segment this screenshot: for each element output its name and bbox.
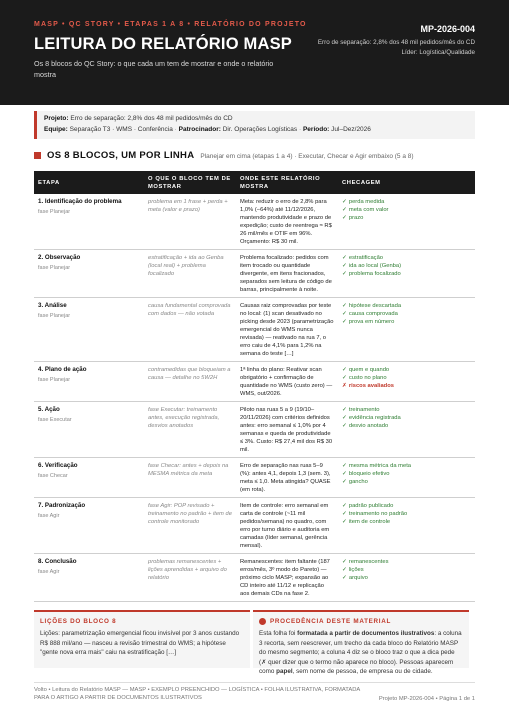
report-excerpt-cell: Erro de separação nas ruas 5–9 (%): antes 4,1, depois 1,3 (sem. 3), meta ≤ 1,0. Meta atingida? QUASE (em rota).: [236, 458, 338, 498]
project-line: [44, 114, 468, 125]
check-icon: ✓: [342, 415, 347, 421]
source-title-row: [259, 618, 463, 625]
check-text: treinamento: [348, 407, 380, 413]
header-kicker: MASP • QC STORY • ETAPAS 1 A 8 • RELATÓRIO DO PROJETO: [34, 21, 307, 28]
check-text: estratificação: [348, 255, 384, 261]
block-requirement-cell: problema em 1 frase + perda + meta (valor e prazo): [144, 194, 236, 250]
step-phase: fase Planejar: [38, 377, 71, 383]
source-text: Esta folha foi formatada a partir de documentos ilustrativos: a coluna 3 recorta, sem reescrever, um trecho da cada bloco do Relatório MASP do mesmo segmento; a coluna 4 diz se o bloco traz o que a dica pede (✗ quer dizer que o termo não aparece no bloco). Pessoas aparecem como papel, sem nome de pessoa, de empresa ou de cidade.: [259, 630, 462, 675]
periodo-value: Jul–Dez/2026: [331, 125, 371, 133]
step-phase: fase Planejar: [38, 209, 71, 215]
table-row: [34, 362, 475, 402]
step-name: 2. Observação: [38, 254, 81, 261]
check-text: riscos avaliados: [348, 383, 394, 389]
lessons-text: Lições: parametrização emergencial ficou invisível por 3 anos custando R$ 888 mil/ano — nasceu a revisão trimestral do WMS; a hipótese "gente nova erra mais" caiu na estratificação […]: [40, 630, 240, 656]
lessons-box: [34, 610, 250, 668]
check-item: [342, 318, 471, 326]
step-cell: [34, 194, 144, 250]
table-row: [34, 498, 475, 554]
step-phase: fase Agir: [38, 513, 60, 519]
check-item: [342, 422, 471, 430]
section-note: Planejar em cima (etapas 1 a 4) · Executar, Checar e Agir embaixo (5 a 8): [200, 152, 414, 160]
step-name: 4. Plano de ação: [38, 366, 87, 373]
check-text: desvio anotado: [348, 423, 389, 429]
table-row: [34, 194, 475, 250]
section-heading: [34, 150, 475, 161]
block-requirement-cell: fase Executar: treinamento antes, execução registrada, desvios anotados: [144, 402, 236, 458]
equipe-label: Equipe:: [44, 125, 68, 133]
report-excerpt-cell: 1ª linha do plano: Reativar scan obrigatório + confirmação de quantidade no WMS (custo zero) — WMS, out/2026.: [236, 362, 338, 402]
check-icon: ✓: [342, 375, 347, 381]
project-summary: [34, 111, 475, 139]
report-excerpt-cell: Piloto nas ruas 5 a 9 (19/10–20/11/2026) com critérios definidos antes: erro semanal ≤ 1,0% por 4 semanas e queda de produtividade ≤ 3%. Custo: R$ 27,4 mil dos R$ 30 mil.: [236, 402, 338, 458]
step-cell: [34, 298, 144, 362]
checks-cell: [338, 298, 475, 362]
check-text: quem e quando: [348, 367, 390, 373]
check-item: [342, 558, 471, 566]
report-excerpt-cell: Meta: reduzir o erro de 2,8% para 1,0% (−64%) até 11/12/2026, mantendo produtividade e prazo de expedição; custo de reentrega ≈ R$ 26 mil/mês e OTIF em 96%. Orçamento: R$ 30 mil.: [236, 194, 338, 250]
check-icon: ✓: [342, 311, 347, 317]
report-excerpt-cell: Remanescentes: item faltante (187 erros/mês, 3º modo do Pareto) — próximo ciclo MASP; expansão ao CD inteiro até 11/12 e replicação aos demais CDs na fase 2.: [236, 554, 338, 602]
check-icon: ✓: [342, 559, 347, 565]
check-item: [342, 262, 471, 270]
check-item: [342, 198, 471, 206]
step-phase: fase Planejar: [38, 265, 71, 271]
check-item: [342, 382, 471, 390]
document-id: MP-2026-004: [420, 24, 475, 34]
check-text: gancho: [348, 479, 368, 485]
check-text: custo no plano: [348, 375, 387, 381]
team-line: Equipe: Separação T3 · WMS · Conferência · Patrocinador: Dir. Operações Logísticas · Período: Jul–Dez/2026: [44, 125, 371, 133]
column-header: O QUE O BLOCO TEM DE MOSTRAR: [144, 171, 236, 194]
check-icon: ✓: [342, 407, 347, 413]
check-text: mesma métrica da meta: [348, 463, 412, 469]
block-requirement-cell: contramedidas que bloqueiam a causa — detalhe no 5W2H: [144, 362, 236, 402]
checks-cell: [338, 402, 475, 458]
step-cell: [34, 250, 144, 298]
check-icon: ✓: [342, 367, 347, 373]
step-phase: fase Planejar: [38, 313, 71, 319]
source-title: PROCEDÊNCIA DESTE MATERIAL: [270, 618, 392, 625]
block-requirement-cell: problemas remanescentes + lições aprendidas + arquivo do relatório: [144, 554, 236, 602]
check-item: [342, 518, 471, 526]
check-item: [342, 406, 471, 414]
check-text: padrão publicado: [348, 503, 394, 509]
check-icon: ✓: [342, 215, 347, 221]
check-text: lições: [348, 567, 364, 573]
check-item: [342, 478, 471, 486]
check-icon: ✓: [342, 199, 347, 205]
page-title: LEITURA DO RELATÓRIO MASP: [34, 35, 292, 53]
check-item: [342, 302, 471, 310]
step-name: 3. Análise: [38, 302, 67, 309]
check-icon: ✓: [342, 511, 347, 517]
blocks-table: [34, 171, 475, 602]
report-excerpt-cell: Causas raiz comprovadas por teste no local: (1) scan desativado no picking desde 2023 (parametrização emergencial do WMS nunca revisada) — reativado na rua 7, o erro caiu de 4,1% para 1,2% na semana do teste […]: [236, 298, 338, 362]
check-icon: ✓: [342, 423, 347, 429]
check-icon: ✓: [342, 479, 347, 485]
table-row: [34, 298, 475, 362]
check-icon: ✓: [342, 463, 347, 469]
check-text: prova em número: [348, 319, 395, 325]
check-icon: ✓: [342, 303, 347, 309]
check-icon: ✓: [342, 271, 347, 277]
lessons-title: LIÇÕES DO BLOCO 8: [40, 618, 117, 625]
check-item: [342, 270, 471, 278]
checks-cell: [338, 194, 475, 250]
step-name: 8. Conclusão: [38, 558, 77, 565]
footer-left-text: Volto • Leitura do Relatório MASP — MASP • EXEMPLO PREENCHIDO — LOGÍSTICA • FOLHA ILUSTRATIVA, FORMATADA PARA O ARTIGO A PARTIR DE DOCUMENTOS ILUSTRATIVOS: [34, 687, 360, 701]
checks-cell: [338, 250, 475, 298]
equipe-value: Separação T3 · WMS · Conferência: [69, 125, 173, 133]
projeto-label: Projeto:: [44, 115, 69, 122]
table-row: [34, 250, 475, 298]
table-row: [34, 458, 475, 498]
projeto-value: Erro de separação: 2,8% dos 48 mil pedidos/mês do CD: [70, 115, 233, 122]
column-header: ONDE ESTE RELATÓRIO MOSTRA: [236, 171, 338, 194]
checks-cell: [338, 498, 475, 554]
check-text: ida ao local (Genba): [348, 263, 402, 269]
column-header: CHECAGEM: [338, 171, 475, 194]
step-name: 1. Identificação do problema: [38, 198, 122, 205]
step-cell: [34, 458, 144, 498]
check-item: [342, 574, 471, 582]
check-text: remanescentes: [348, 559, 389, 565]
step-cell: [34, 402, 144, 458]
check-icon: ✓: [342, 471, 347, 477]
table-header-row: [34, 171, 475, 194]
step-phase: fase Agir: [38, 569, 60, 575]
check-icon: ✓: [342, 575, 347, 581]
header-meta-problem: Erro de separação: 2,8% dos 48 mil pedidos/mês do CD: [317, 39, 475, 46]
page-subtitle: Os 8 blocos do QC Story: o que cada um tem de mostrar e onde o relatório mostra: [34, 59, 274, 79]
check-text: perda medida: [348, 199, 385, 205]
check-text: bloqueio efetivo: [348, 471, 390, 477]
check-text: hipótese descartada: [348, 303, 402, 309]
check-icon: ✓: [342, 567, 347, 573]
block-requirement-cell: causa fundamental comprovada com dados — não votada: [144, 298, 236, 362]
step-cell: [34, 362, 144, 402]
block-requirement-cell: fase Checar: antes + depois na MESMA métrica da meta: [144, 458, 236, 498]
report-excerpt-cell: Problema focalizado: pedidos com item trocado ou quantidade divergente, em itens fracionados, separados sem leitura de código de barras, principalmente à noite.: [236, 250, 338, 298]
check-text: item de controle: [348, 519, 391, 525]
step-cell: [34, 498, 144, 554]
footer-page-info: Projeto MP-2026-004 • Página 1 de 1: [378, 696, 475, 702]
check-item: [342, 254, 471, 262]
check-item: [342, 462, 471, 470]
step-cell: [34, 554, 144, 602]
check-item: [342, 206, 471, 214]
check-item: [342, 470, 471, 478]
header-meta-block: [295, 24, 475, 58]
check-icon: ✓: [342, 255, 347, 261]
report-excerpt-cell: Item de controle: erro semanal em carta de controle (~11 mil pedidos/semana) no quadro, com erro por turno diário e auditoria em camadas (líder semanal, gerência mensal).: [236, 498, 338, 554]
check-text: problema focalizado: [348, 271, 401, 277]
block-requirement-cell: estratificação + ida ao Genba (local real) + problema focalizado: [144, 250, 236, 298]
step-name: 6. Verificação: [38, 462, 78, 469]
section-marker-icon: [34, 152, 41, 159]
table-row: [34, 402, 475, 458]
check-text: meta com valor: [348, 207, 389, 213]
header-meta-leader: Líder: Logística/Qualidade: [401, 49, 475, 56]
check-text: arquivo: [348, 575, 368, 581]
step-name: 5. Ação: [38, 406, 60, 413]
table-row: [34, 554, 475, 602]
check-icon: ✓: [342, 519, 347, 525]
step-phase: fase Checar: [38, 473, 68, 479]
check-text: treinamento no padrão: [348, 511, 408, 517]
patrocinador-value: Dir. Operações Logísticas: [222, 125, 298, 133]
check-icon: ✓: [342, 319, 347, 325]
section-title: OS 8 BLOCOS, UM POR LINHA: [47, 150, 195, 161]
block-requirement-cell: fase Agir: POP revisado + treinamento no padrão + item de controle monitorado: [144, 498, 236, 554]
check-icon: ✓: [342, 503, 347, 509]
checks-cell: [338, 362, 475, 402]
check-item: [342, 566, 471, 574]
column-header: ETAPA: [34, 171, 144, 194]
check-item: [342, 502, 471, 510]
checks-cell: [338, 458, 475, 498]
check-text: causa comprovada: [348, 311, 398, 317]
check-item: [342, 374, 471, 382]
checks-cell: [338, 554, 475, 602]
check-item: [342, 414, 471, 422]
step-name: 7. Padronização: [38, 502, 86, 509]
cross-icon: ✗: [342, 383, 347, 389]
check-text: evidência registrada: [348, 415, 401, 421]
periodo-label: Período:: [302, 125, 330, 133]
bullet-dot-icon: [259, 618, 266, 625]
check-item: [342, 310, 471, 318]
check-item: [342, 510, 471, 518]
check-item: [342, 366, 471, 374]
step-phase: fase Executar: [38, 417, 72, 423]
source-box: [253, 610, 469, 675]
check-text: prazo: [348, 215, 364, 221]
report-header: [0, 0, 509, 105]
patrocinador-label: Patrocinador:: [178, 125, 221, 133]
check-item: [342, 214, 471, 222]
footer-divider: [34, 682, 475, 683]
check-icon: ✓: [342, 207, 347, 213]
check-icon: ✓: [342, 263, 347, 269]
